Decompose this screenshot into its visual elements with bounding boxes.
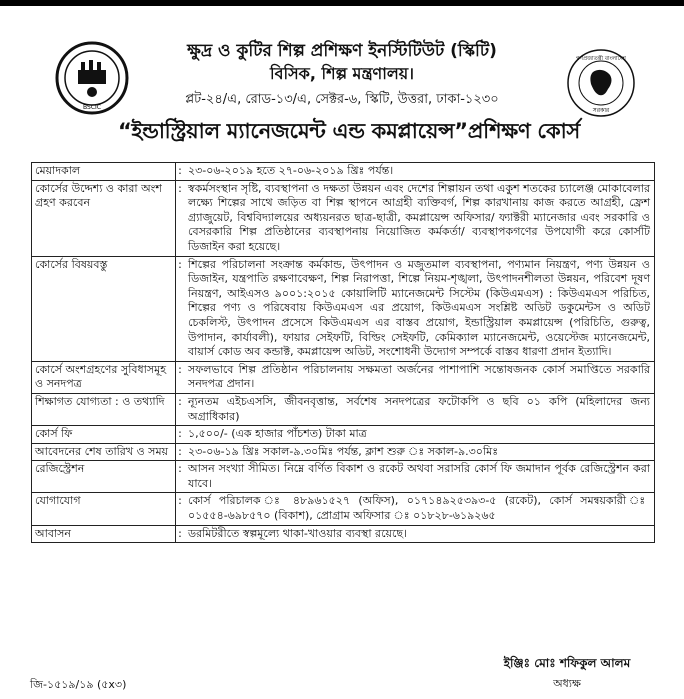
- row-label: মেয়াদকাল: [32, 163, 176, 181]
- row-label: কোর্সের বিষয়বস্তু: [32, 256, 176, 361]
- table-row: [32, 180, 655, 256]
- signature-block: [482, 655, 652, 694]
- row-label: কোর্সের উদ্দেশ্য ও কারা অংশ গ্রহণ করবেন: [32, 180, 176, 256]
- table-row: [32, 443, 655, 461]
- table-row: [32, 361, 655, 393]
- ministry-name: বিসিক, শিল্প মন্ত্রণালয়।: [270, 64, 414, 83]
- header: [0, 8, 684, 114]
- row-label: কোর্স ফি: [32, 426, 176, 444]
- row-colon: :: [176, 461, 185, 493]
- seal-text-top: গণপ্রজাতন্ত্রী বাংলাদেশ: [576, 56, 626, 62]
- org-name: ক্ষুদ্র ও কুটির শিল্প প্রশিক্ষণ ইনস্টিটিউট (স্কিটি): [187, 41, 497, 61]
- row-colon: :: [176, 525, 185, 543]
- top-border: [0, 0, 684, 6]
- row-label: আবেদনের শেষ তারিখ ও সময়: [32, 443, 176, 461]
- row-colon: :: [176, 443, 185, 461]
- table-row: [32, 256, 655, 361]
- seal-text-bottom: সরকার: [592, 107, 610, 114]
- course-info-table: [31, 162, 655, 543]
- row-colon: :: [176, 361, 185, 393]
- row-colon: :: [176, 180, 185, 256]
- row-value: শিল্পের পরিচালনা সংক্রান্ত কর্মকান্ড, উৎপাদন ও মজুতমাল ব্যবস্থাপনা, পণ্যমান নিয়ন্ত্রণ, পণ্য উন্নয়ন ও ডিজাইন, যন্ত্রপাতি রক্ষণাবেক্ষণ, শিল্প নিরাপত্তা, শিল্পে নিয়ম-শৃঙ্খলা, উৎপাদনশীলতা উন্নয়ন, পরিবেশ দূষণ নিয়ন্ত্রণ, আইএসও ৯০০১:২০১৫ কোয়ালিটি ম্যানেজমেন্ট সিস্টেম (কিউএমএস) : কিউএমএস পরিচিত, শিল্পের পণ্য ও পরিষেবায় কিউএমএস এর প্রয়োগ, কিউএমএস সংশ্লিষ্ট অডিট ডকুমেন্টস ও অডিট চেকলিস্ট, উৎপাদন প্রসেসে কিউএমএস এর বাস্তব প্রয়োগ, ইন্ডাস্ট্রিয়াল কমপ্লায়েন্স (পরিচিতি, গুরুত্ব, উপাদান, কার্যাবলী), ফায়ার সেইফটি, বিল্ডিং সেইফটি, কেমিক্যাল ম্যানেজমেন্ট, ওয়েস্টেজ ম্যানেজমেন্ট, বায়ার্স কোড অব কন্ডাক্ট, কমপ্লায়েন্স অডিট, সংশোধনী উদ্যোগ সম্পর্কে বাস্তব ধারণা প্রদান ইত্যাদি।: [184, 256, 655, 361]
- row-label: কোর্সে অংশগ্রহণের সুবিধাসমূহ ও সনদপত্র: [32, 361, 176, 393]
- row-colon: :: [176, 256, 185, 361]
- row-value: ডরমিটরীতে স্বল্পমূল্যে থাকা-খাওয়ার ব্যবস্থা রয়েছে।: [184, 525, 655, 543]
- ad-reference: জি-১৫১৯/১৯ (৫x৩): [30, 678, 127, 691]
- row-value: সফলভাবে শিল্প প্রতিষ্ঠান পরিচালনায় সক্ষমতা অর্জনের পাশাপাশি সন্তোষজনক কোর্স সমাপ্তিতে সরকারি সনদপত্র প্রদান।: [184, 361, 655, 393]
- signatory-role: অধ্যক্ষ: [553, 677, 581, 690]
- row-value: কোর্স পরিচালক ঃ ৪৮৯৬১৫২৭ (অফিস), ০১৭১৪৯২৫৩৯৩-৫ (রকেট), কোর্স সমন্বয়কারী ঃ ০১৫৫৪-৬৯৮৫৭০ (বিকাশ), প্রোগ্রাম অফিসার ঃ ০১৮২৮-৬১৯২৬৫: [184, 493, 655, 525]
- row-value: আসন সংখ্যা সীমিত। নিম্নে বর্ণিত বিকাশ ও রকেট অথবা সরাসরি কোর্স ফি জমাদান পূর্বক রেজিস্ট্রেশন করা যাবে।: [184, 461, 655, 493]
- table-row: [32, 393, 655, 425]
- row-colon: :: [176, 426, 185, 444]
- row-value: স্বকর্মসংস্থান সৃষ্টি, ব্যবস্থাপনা ও দক্ষতা উন্নয়ন এবং দেশের শিল্পায়ন তথা একুশ শতকের চ্যালেঞ্জ মোকাবেলার লক্ষ্যে শিল্পের সাথে জড়িত বা শিল্প স্থাপনে আগ্রহী ব্যক্তিবর্গ, শিল্প কারখানায় কাজ করতে আগ্রহী, ফ্রেশ গ্র্যাজুয়েট, বিশ্ববিদ্যালয়ের অধ্যয়নরত ছাত্র-ছাত্রী, কমপ্লায়েন্স অফিসার/ ফ্যাক্টরী ম্যানেজার এবং সরকারি ও বেসরকারি শিল্প প্রতিষ্ঠানের ব্যবস্থাপনায় নিয়োজিত কর্মকর্তা/ ব্যবস্থাপকগণের উপযোগী করে কোর্সটি ডিজাইন করা হয়েছে।: [184, 180, 655, 256]
- row-colon: :: [176, 393, 185, 425]
- signatory-name: ইঞ্জিঃ মোঃ শফিকুল আলম: [503, 656, 631, 670]
- row-colon: :: [176, 163, 185, 181]
- bscic-logo-text: BSCIC: [83, 104, 101, 111]
- table-row: [32, 493, 655, 525]
- course-title: “ইন্ডাস্ট্রিয়াল ম্যানেজমেন্ট এন্ড কমপ্লায়েন্স”প্রশিক্ষণ কোর্স: [117, 119, 581, 143]
- row-value: ন্যূনতম এইচএসসি, জীবনবৃত্তান্ত, সর্বশেষ সনদপত্রের ফটোকপি ও ছবি ০১ কপি (মহিলাদের জন্য অগ্রাধিকার): [184, 393, 655, 425]
- table-row: [32, 461, 655, 493]
- row-value: ২৩-০৬-২০১৯ হতে ২৭-০৬-২০১৯ খ্রিঃ পর্যন্ত।: [184, 163, 655, 181]
- row-colon: :: [176, 493, 185, 525]
- row-label: আবাসন: [32, 525, 176, 543]
- row-value: ১,৫০০/- (এক হাজার পাঁচশত) টাকা মাত্র: [184, 426, 655, 444]
- row-label: শিক্ষাগত যোগ্যতা : ও তথ্যাদি: [32, 393, 176, 425]
- table-row: [32, 525, 655, 543]
- bangladesh-government-seal-icon: [566, 48, 636, 118]
- table-row: [32, 426, 655, 444]
- row-label: যোগাযোগ: [32, 493, 176, 525]
- table-row: [32, 163, 655, 181]
- row-label: রেজিস্ট্রেশন: [32, 461, 176, 493]
- row-value: ২৩-০৬-১৯ খ্রিঃ সকাল-৯.৩০মিঃ পর্যন্ত, ক্লাশ শুরু ঃ সকাল-৯.৩০মিঃ: [184, 443, 655, 461]
- org-address: প্লট-২৪/এ, রোড-১৩/এ, সেক্টর-৬, স্কিটি, উত্তরা, ঢাকা-১২৩০: [185, 92, 499, 107]
